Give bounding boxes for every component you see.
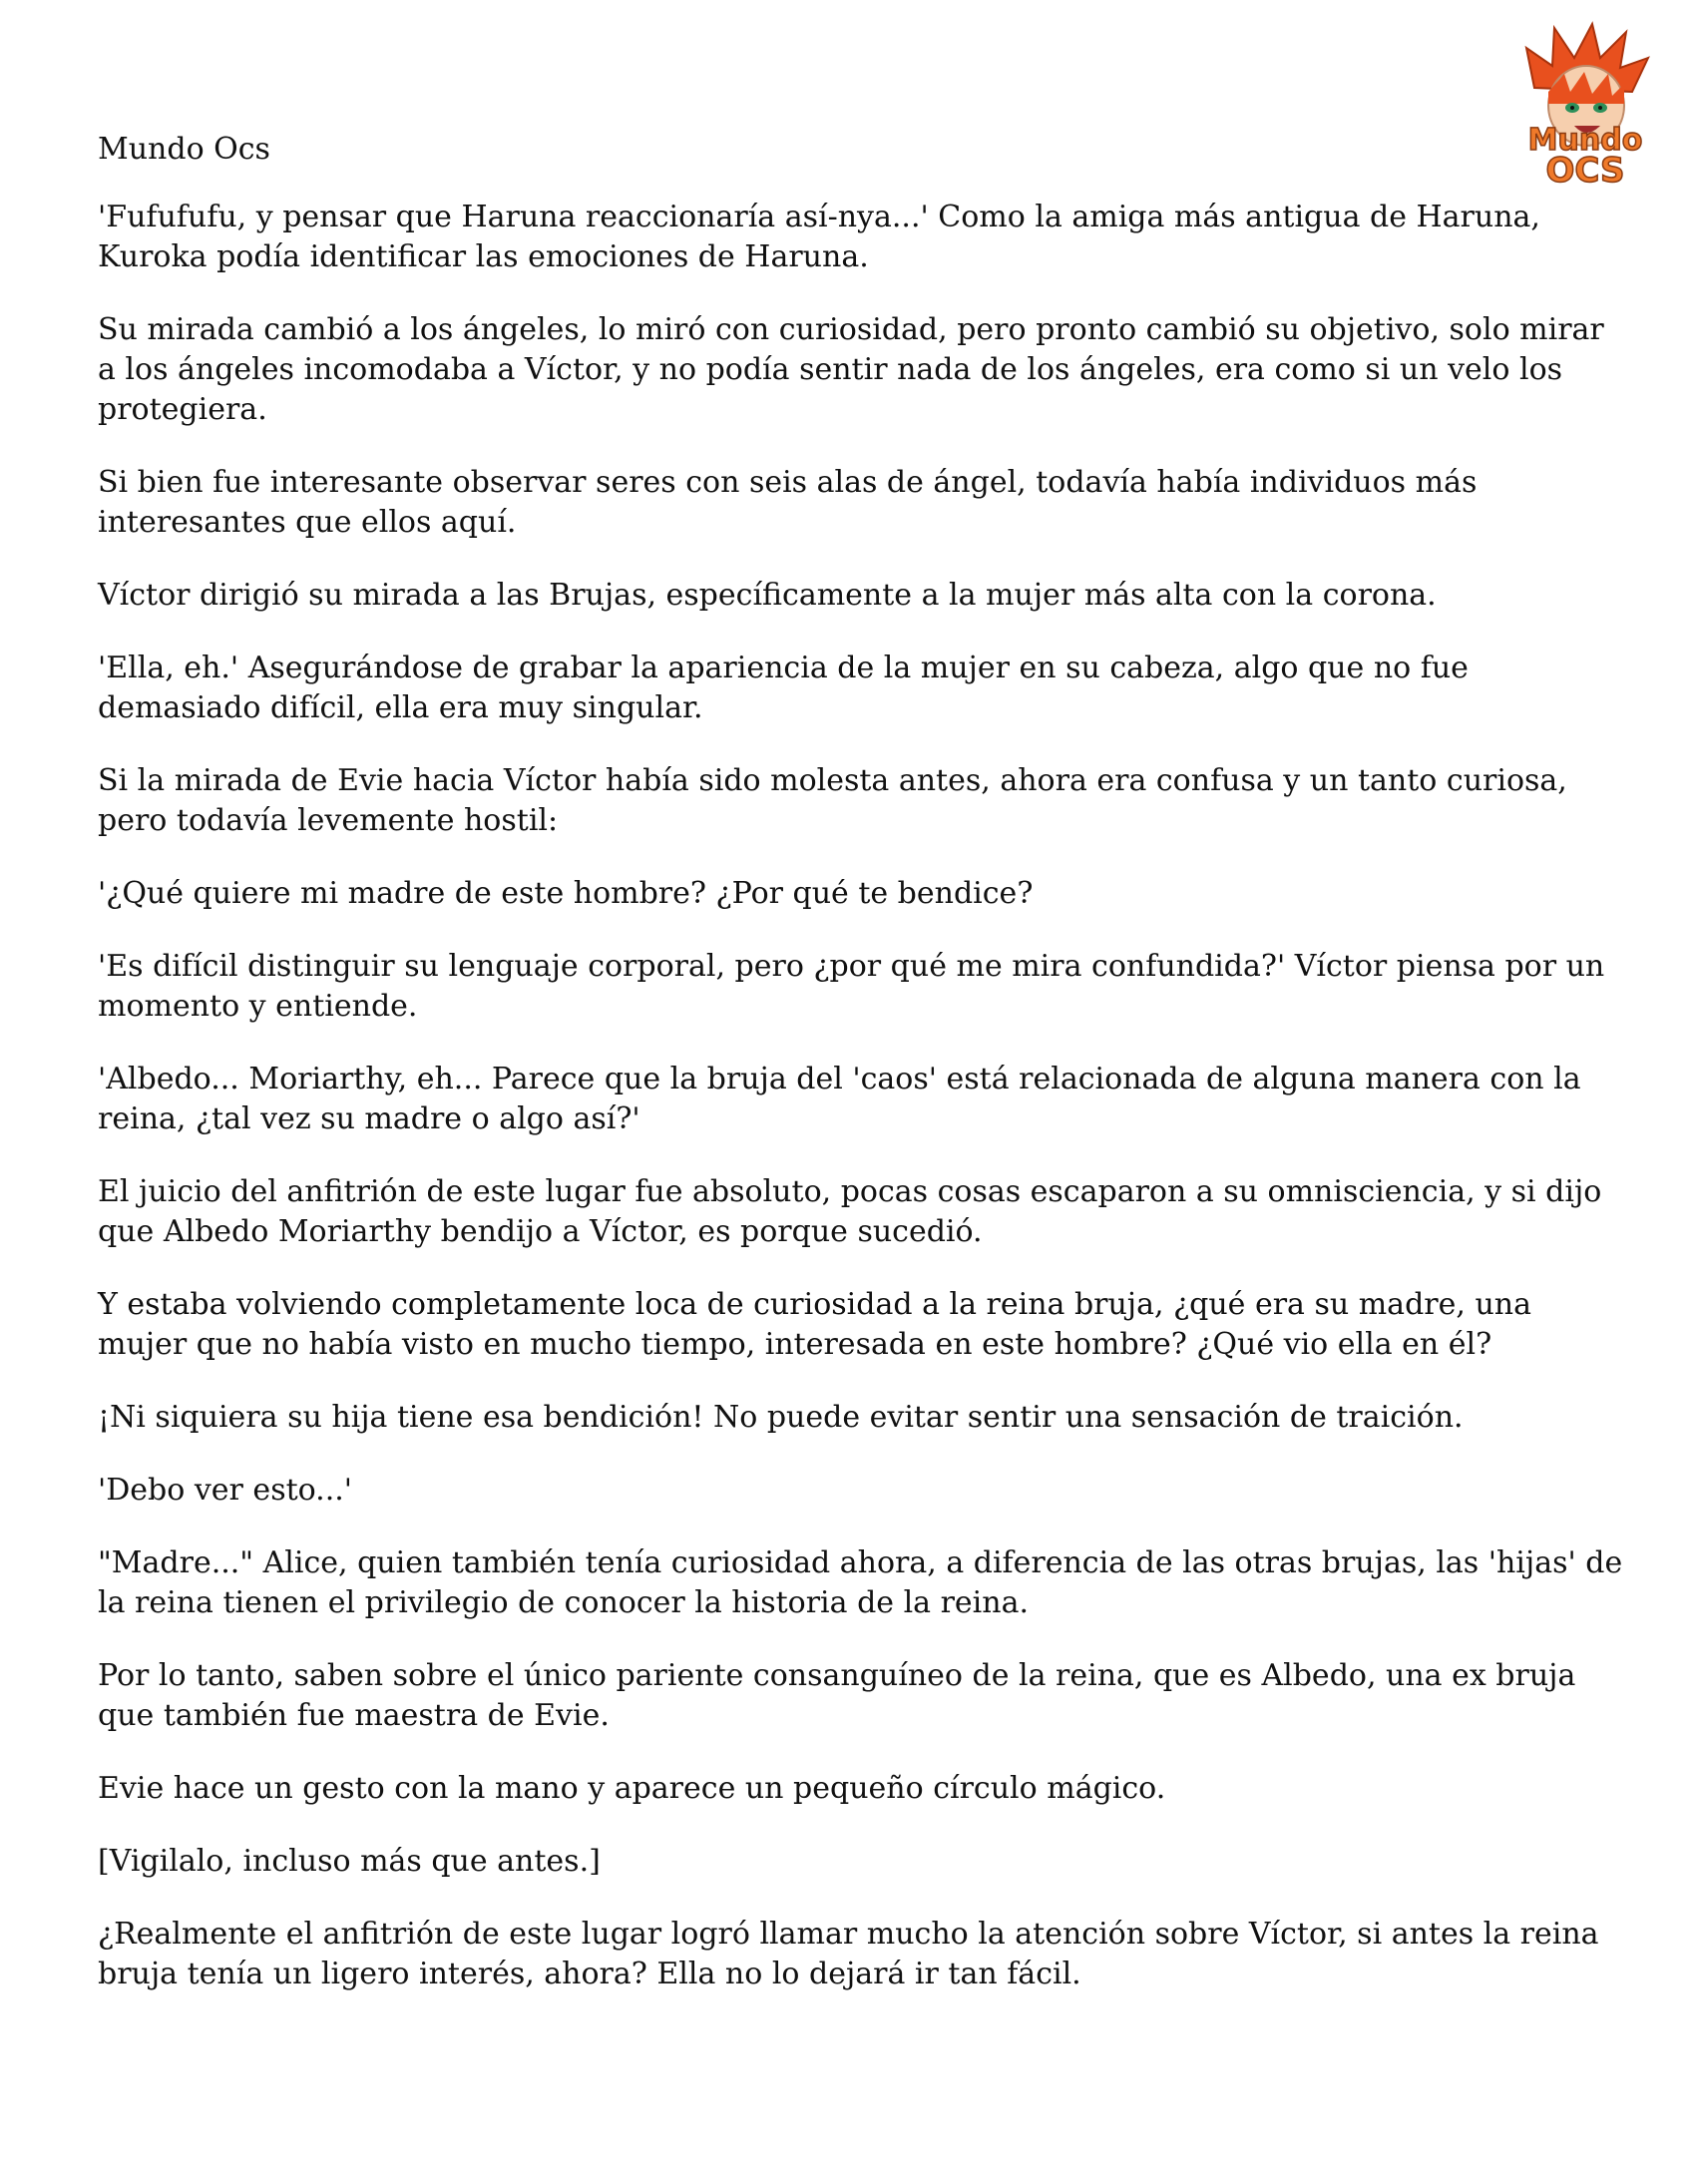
paragraph: '¿Qué quiere mi madre de este hombre? ¿Por qué te bendice? — [98, 876, 1034, 911]
paragraph: El juicio del anfitrión de este lugar fue absoluto, pocas cosas escaparon a su omnisciencia, y si dijo que Albedo Moriarthy bendijo a Víctor, es porque sucedió. — [98, 1174, 1602, 1249]
paragraph: Evie hace un gesto con la mano y aparece un pequeño círculo mágico. — [98, 1771, 1166, 1806]
paragraph: "Madre..." Alice, quien también tenía curiosidad ahora, a diferencia de las otras brujas, las 'hijas' de la reina tienen el privilegio de conocer la historia de la reina. — [98, 1545, 1623, 1620]
paragraph: Víctor dirigió su mirada a las Brujas, específicamente a la mujer más alta con la corona. — [98, 578, 1437, 613]
paragraph: Si bien fue interesante observar seres con seis alas de ángel, todavía había individuos más interesantes que ellos aquí. — [98, 465, 1478, 540]
paragraph: Por lo tanto, saben sobre el único pariente consanguíneo de la reina, que es Albedo, una ex bruja que también fue maestra de Evie. — [98, 1658, 1576, 1733]
logo-text-line1: Mundo — [1527, 123, 1643, 158]
document-title: Mundo Ocs — [98, 132, 270, 167]
paragraph: 'Es difícil distinguir su lenguaje corporal, pero ¿por qué me mira confundida?' Víctor piensa por un momento y entiende. — [98, 949, 1605, 1024]
paragraph: 'Ella, eh.' Asegurándose de grabar la apariencia de la mujer en su cabeza, algo que no fue demasiado difícil, ella era muy singular. — [98, 651, 1469, 725]
paragraph: 'Debo ver esto...' — [98, 1473, 353, 1508]
paragraph: [Vigilalo, incluso más que antes.] — [98, 1844, 601, 1879]
paragraph: Y estaba volviendo completamente loca de curiosidad a la reina bruja, ¿qué era su madre, una mujer que no había visto en mucho tiempo, interesada en este hombre? ¿Qué vio ella en él? — [98, 1287, 1531, 1362]
paragraph: ¡Ni siquiera su hija tiene esa bendición! No puede evitar sentir una sensación de traición. — [98, 1400, 1464, 1435]
paragraph: 'Albedo... Moriarthy, eh... Parece que la bruja del 'caos' está relacionada de alguna manera con la reina, ¿tal vez su madre o algo así?' — [98, 1062, 1581, 1136]
paragraph: ¿Realmente el anfitrión de este lugar logró llamar mucho la atención sobre Víctor, si antes la reina bruja tenía un ligero interés, ahora? Ella no lo dejará ir tan fácil. — [98, 1917, 1599, 1991]
logo-text-line2: OCS — [1545, 151, 1625, 188]
paragraph: Su mirada cambió a los ángeles, lo miró con curiosidad, pero pronto cambió su objetivo, solo mirar a los ángeles incomodaba a Víctor, y no podía sentir nada de los ángeles, era como si un velo los protegiera. — [98, 312, 1604, 427]
paragraph: 'Fufufufu, y pensar que Haruna reaccionaría así-nya...' Como la amiga más antigua de Haruna, Kuroka podía identificar las emociones de Haruna. — [98, 200, 1540, 274]
paragraph: Si la mirada de Evie hacia Víctor había sido molesta antes, ahora era confusa y un tanto curiosa, pero todavía levemente hostil: — [98, 763, 1567, 838]
document-body — [98, 130, 1624, 2027]
